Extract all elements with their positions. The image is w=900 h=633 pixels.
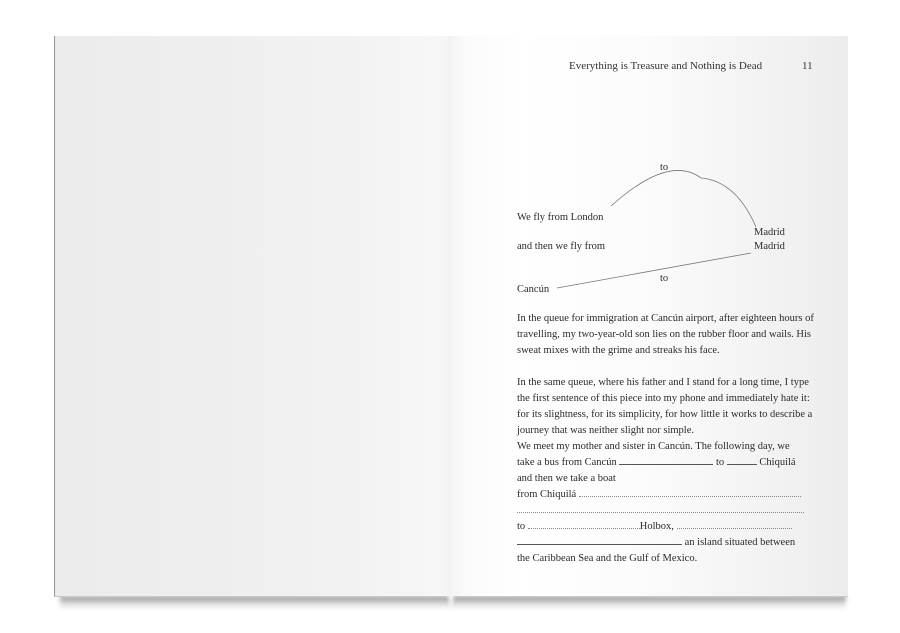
p3-line4: [517, 487, 817, 503]
blank-line: [619, 455, 713, 465]
p3-line1: We meet my mother and sister in Cancún. The following day, we: [517, 441, 790, 452]
dotted-line: [528, 519, 640, 529]
blank-line: [727, 455, 757, 465]
p3-line8: the Caribbean Sea and the Gulf of Mexico.: [517, 553, 698, 564]
page-number: 11: [802, 60, 813, 72]
paragraph-3: [517, 439, 817, 567]
blank-line: [517, 535, 682, 545]
journey-diagram: [451, 36, 848, 336]
line-label-to: to: [660, 273, 669, 284]
p3-line7: [517, 535, 817, 551]
p3-line6-a: to: [517, 521, 526, 532]
arc-london-madrid: [611, 170, 756, 227]
diagram-line2: and then we fly from: [517, 241, 606, 252]
dotted-line: [677, 519, 792, 529]
p3-line4-text: from Chiquilá: [517, 489, 577, 500]
diagram-line1: We fly from London: [517, 212, 604, 223]
p3-line2-b: to: [715, 457, 725, 468]
left-page: [54, 36, 452, 597]
p3-line2-c: Chiquilá: [759, 457, 796, 468]
spine-highlight: [446, 596, 456, 612]
dotted-line: [579, 487, 801, 497]
p3-line3: and then we take a boat: [517, 473, 616, 484]
p3-line2-a: take a bus from Cancún: [517, 457, 617, 468]
p3-line2: [517, 455, 817, 471]
paragraph-2: [517, 375, 817, 439]
arc-label-to: to: [660, 162, 669, 173]
paragraph-1-text: In the queue for immigration at Cancún airport, after eighteen hours of travelling, my two-year-old son lies on the rubber floor and wails. His sweat mixes with the grime and streaks his face.: [517, 313, 814, 356]
diagram-destination1: Madrid: [754, 227, 785, 238]
p3-line7-text: an island situated between: [684, 537, 796, 548]
p3-line5: [517, 503, 817, 519]
p3-line6-b: Holbox,: [639, 521, 674, 532]
diagram-lines: [451, 36, 848, 336]
paragraph-1: [517, 311, 817, 359]
running-head-title: Everything is Treasure and Nothing is Dead: [569, 60, 763, 72]
diagram-origin2: Madrid: [754, 241, 785, 252]
right-page: [451, 36, 848, 597]
line-madrid-cancun: [557, 253, 751, 288]
diagram-destination2: Cancún: [517, 284, 550, 295]
dotted-line: [517, 503, 804, 513]
paragraph-2-text: In the same queue, where his father and I stand for a long time, I type the first sentence of this piece into my phone and immediately hate it: for its slightness, for its simplicity, for how little it works to describe a journey that was neither slight nor simple.: [517, 377, 813, 436]
p3-line6: [517, 519, 817, 535]
